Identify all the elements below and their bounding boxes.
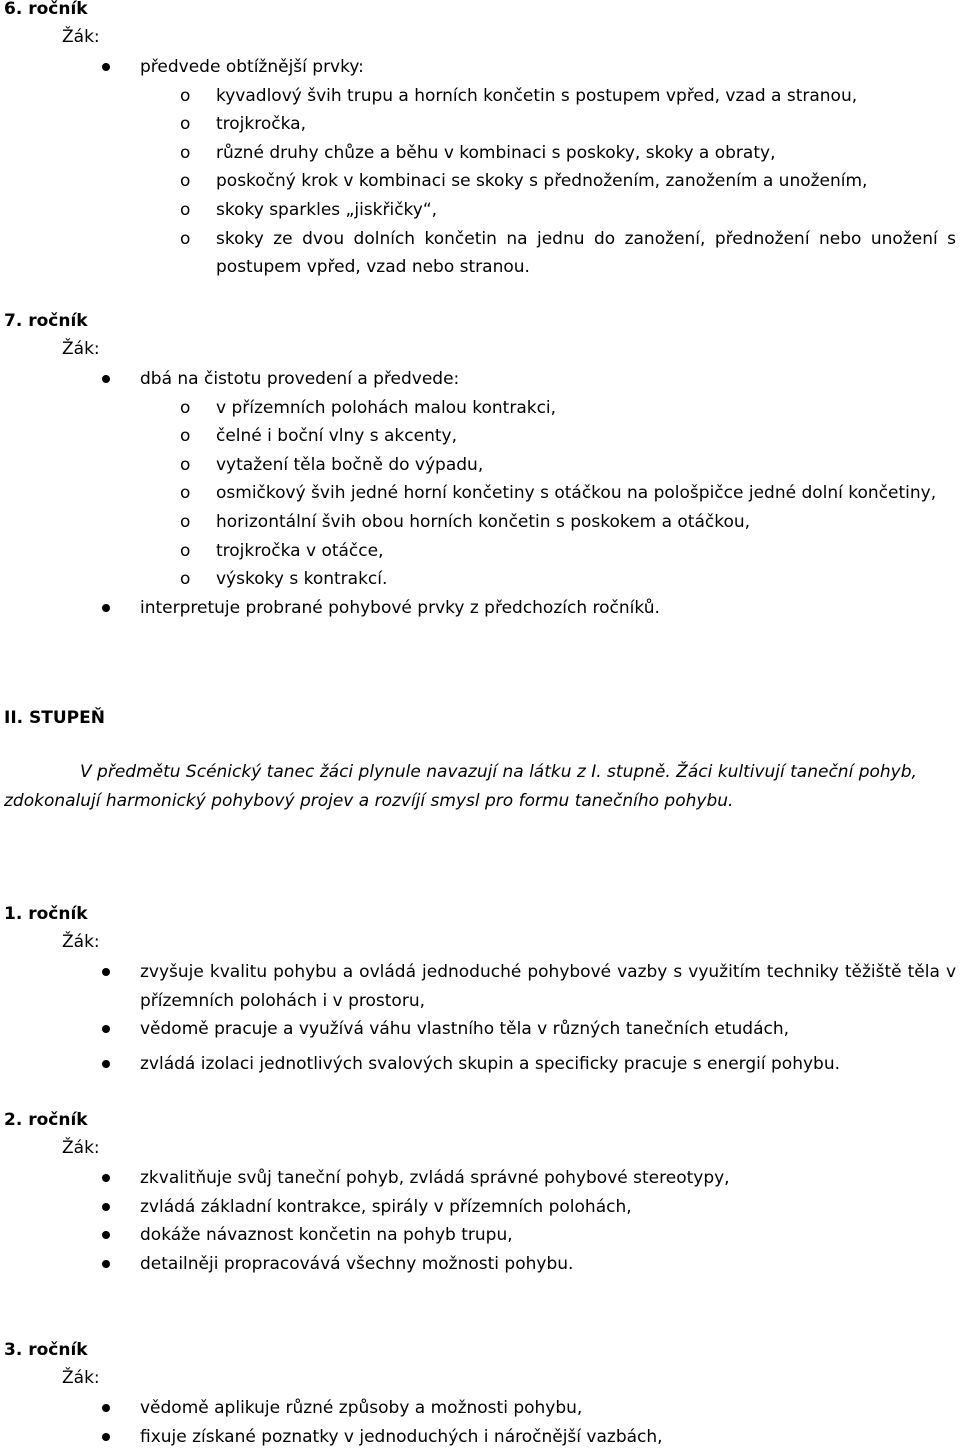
sub-item-text: čelné i boční vlny s akcenty, <box>216 426 457 447</box>
stupen-heading: II. STUPEŇ <box>4 708 105 728</box>
sub-marker: o <box>180 540 191 561</box>
bullet-item <box>0 1050 960 1079</box>
bullet-text: zvyšuje kvalitu pohybu a ovládá jednoduché pohybové vazby s využitím techniky těžiště těla v přízemních polohách i v prostoru, <box>140 962 956 1011</box>
sub-marker: o <box>180 454 191 475</box>
sub-marker: o <box>180 426 191 447</box>
sub-item-text: trojkročka v otáčce, <box>216 540 384 561</box>
zak-label: Žák: <box>62 339 100 359</box>
bullet-text: vědomě pracuje a využívá váhu vlastního těla v různých tanečních etudách, <box>140 1019 790 1040</box>
sub-marker: o <box>180 569 191 590</box>
bullet-dot <box>102 63 110 71</box>
bullet-list <box>0 958 960 1078</box>
bullet-list <box>0 1164 960 1278</box>
sub-item <box>180 394 956 423</box>
sub-item <box>180 451 956 480</box>
bullet-text: interpretuje probrané pohybové prvky z předchozích ročníků. <box>140 597 660 618</box>
sub-list <box>140 82 956 282</box>
sub-marker: o <box>180 199 191 220</box>
sub-item-text: různé druhy chůze a běhu v kombinaci s poskoky, skoky a obraty, <box>216 142 776 163</box>
sub-item-text: poskočný krok v kombinaci se skoky s přednožením, zanožením a unožením, <box>216 171 868 192</box>
sub-item-text: výskoky s kontrakcí. <box>216 569 388 590</box>
section-heading: 2. ročník <box>4 1110 88 1130</box>
bullet-dot <box>102 1025 110 1033</box>
bullet-item <box>0 1250 960 1279</box>
sub-marker: o <box>180 228 191 249</box>
zak-label: Žák: <box>62 27 100 47</box>
sub-item <box>180 139 956 168</box>
section-heading: 7. ročník <box>4 311 88 331</box>
bullet-list <box>0 365 960 622</box>
bullet-dot <box>102 1231 110 1239</box>
bullet-list <box>0 1394 960 1451</box>
sub-item-text: horizontální švih obou horních končetin s poskokem a otáčkou, <box>216 511 751 532</box>
sub-item <box>180 508 956 537</box>
sub-item-text: v přízemních polohách malou kontrakci, <box>216 397 557 418</box>
sub-item-text: kyvadlový švih trupu a horních končetin s postupem vpřed, vzad a stranou, <box>216 85 858 106</box>
sub-item <box>180 422 956 451</box>
sub-marker: o <box>180 511 191 532</box>
bullet-list <box>0 53 960 282</box>
sub-item-text: skoky ze dvou dolních končetin na jednu do zanožení, přednožení nebo unožení s postupem vpřed, vzad nebo stranou. <box>216 228 956 278</box>
sub-item-text: osmičkový švih jedné horní končetiny s otáčkou na pološpičce jedné dolní končetiny, <box>216 483 937 504</box>
bullet-item <box>0 1423 960 1452</box>
bullet-item <box>0 1394 960 1423</box>
bullet-text: detailněji propracovává všechny možnosti pohybu. <box>140 1253 574 1274</box>
sub-item <box>180 479 956 508</box>
bullet-text: předvede obtížnější prvky: <box>140 57 364 77</box>
sub-item <box>180 82 956 111</box>
bullet-item <box>0 594 960 623</box>
bullet-dot <box>102 604 110 612</box>
sub-item <box>180 196 956 225</box>
sub-item <box>180 167 956 196</box>
bullet-text: zvládá izolaci jednotlivých svalových skupin a specificky pracuje s energií pohybu. <box>140 1053 840 1074</box>
section-heading: 3. ročník <box>4 1340 88 1360</box>
sub-marker: o <box>180 85 191 106</box>
sub-item <box>180 565 956 594</box>
zak-label: Žák: <box>62 932 100 952</box>
bullet-item <box>0 365 960 594</box>
sub-item <box>180 537 956 566</box>
bullet-text: fixuje získané poznatky v jednoduchých i náročnější vazbách, <box>140 1426 663 1447</box>
sub-marker: o <box>180 397 191 418</box>
bullet-text: dbá na čistotu provedení a předvede: <box>140 369 460 389</box>
zak-label: Žák: <box>62 1138 100 1158</box>
bullet-text: zvládá základní kontrakce, spirály v přízemních polohách, <box>140 1196 632 1217</box>
sub-item <box>180 225 956 282</box>
bullet-dot <box>102 375 110 383</box>
bullet-dot <box>102 1260 110 1268</box>
sub-item-text: skoky sparkles „jiskřičky“, <box>216 199 438 220</box>
bullet-dot <box>102 1203 110 1211</box>
zak-label: Žák: <box>62 1368 100 1388</box>
sub-marker: o <box>180 114 191 135</box>
sub-item-text: vytažení těla bočně do výpadu, <box>216 454 484 475</box>
bullet-item <box>0 958 960 1015</box>
sub-marker: o <box>180 483 191 504</box>
bullet-dot <box>102 968 110 976</box>
bullet-text: dokáže návaznost končetin na pohyb trupu, <box>140 1225 513 1246</box>
section-heading: 1. ročník <box>4 904 88 924</box>
sub-item-text: trojkročka, <box>216 114 306 135</box>
bullet-item <box>0 1164 960 1193</box>
bullet-dot <box>102 1404 110 1412</box>
bullet-text: vědomě aplikuje různé způsoby a možnosti pohybu, <box>140 1398 583 1418</box>
bullet-dot <box>102 1174 110 1182</box>
bullet-item <box>0 53 960 282</box>
bullet-item <box>0 1221 960 1250</box>
bullet-item <box>0 1015 960 1044</box>
bullet-dot <box>102 1060 110 1068</box>
sub-marker: o <box>180 171 191 192</box>
bullet-item <box>0 1193 960 1222</box>
section-heading: 6. ročník <box>4 0 88 19</box>
sub-item <box>180 110 956 139</box>
stupen-intro-paragraph: V předmětu Scénický tanec žáci plynule navazují na látku z I. stupně. Žáci kultivují taneční pohyb, zdokonalují harmonický pohybový projev a rozvíjí smysl pro formu tanečního pohybu. <box>4 762 917 811</box>
sub-marker: o <box>180 142 191 163</box>
bullet-dot <box>102 1433 110 1441</box>
sub-list <box>140 394 956 594</box>
bullet-text: zkvalitňuje svůj taneční pohyb, zvládá správné pohybové stereotypy, <box>140 1168 730 1188</box>
